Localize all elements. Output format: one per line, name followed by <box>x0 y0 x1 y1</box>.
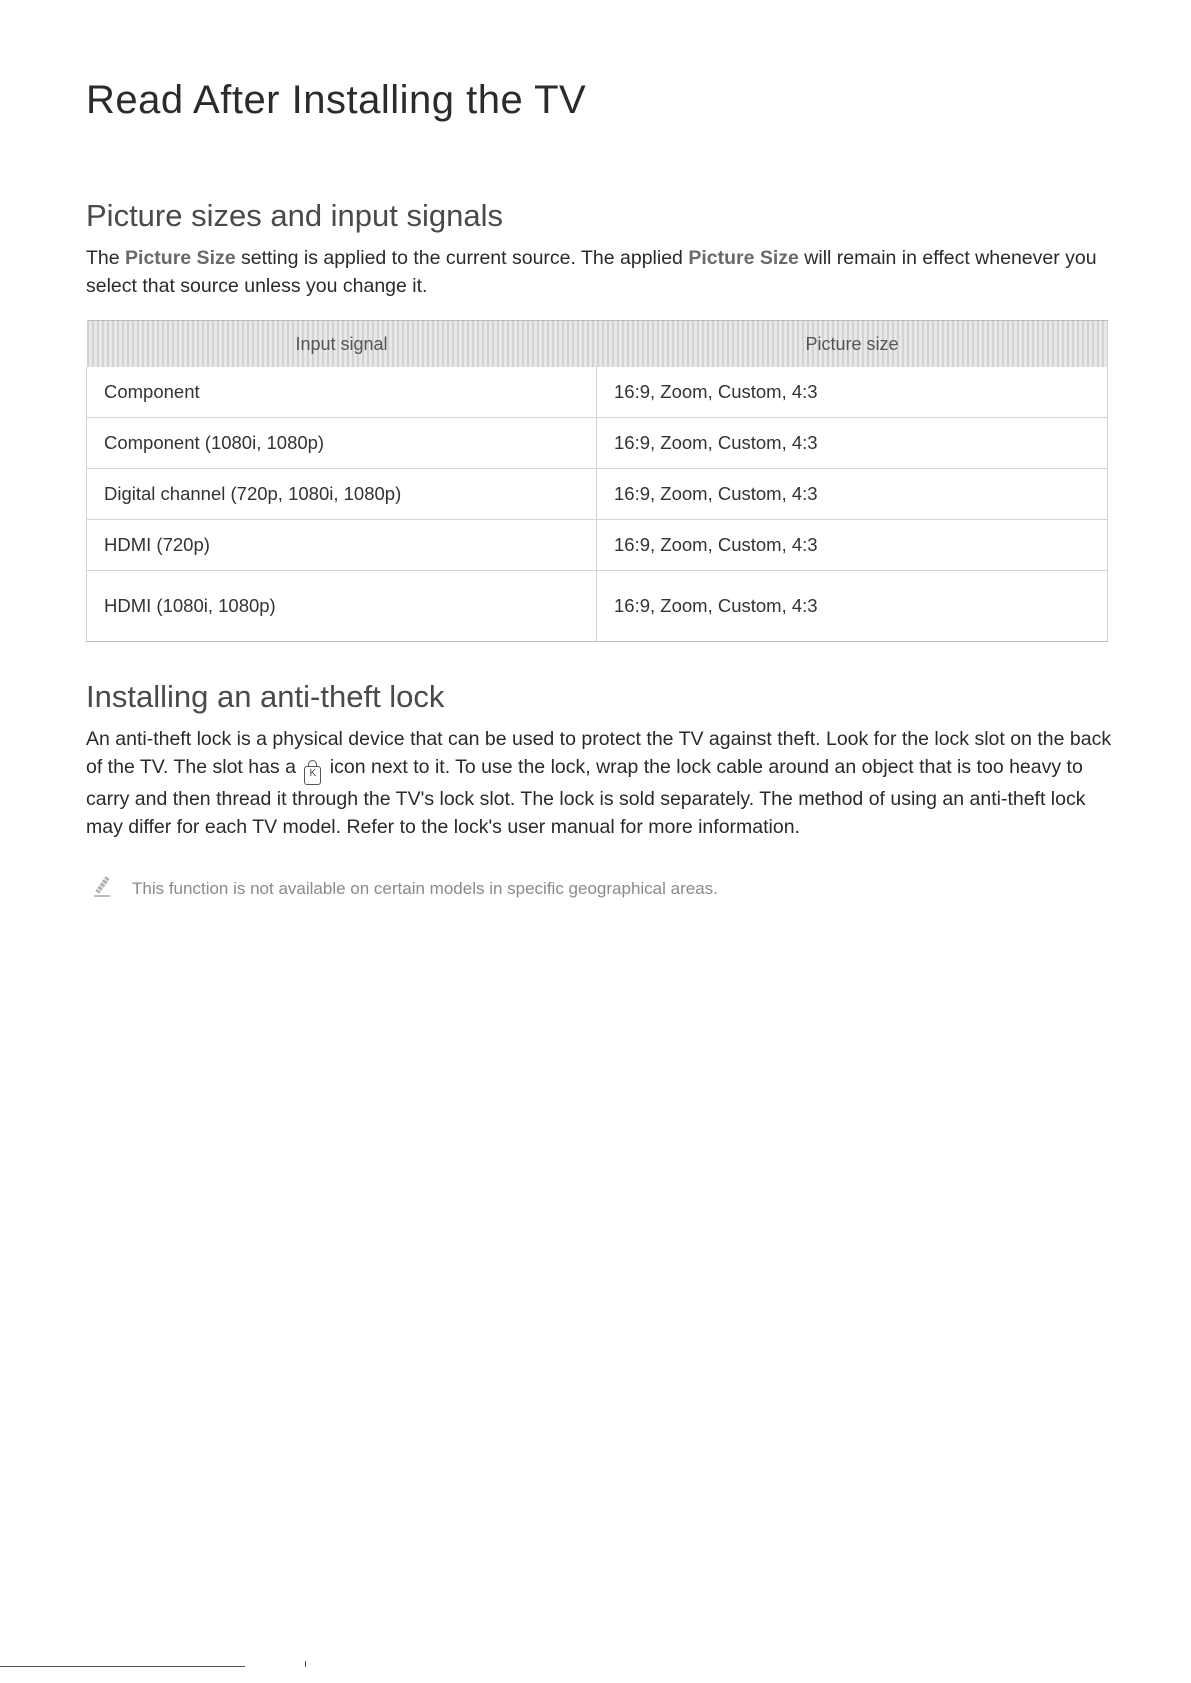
cell-input-signal: HDMI (1080i, 1080p) <box>87 571 597 642</box>
section-heading-picture-sizes: Picture sizes and input signals <box>86 198 504 233</box>
body-text-before-icon: An anti-theft lock is a physical device that can be used to protect the TV against theft. Look for the lock slot on the back of the TV. The slot has a <box>86 728 1112 778</box>
table-row <box>87 520 1108 571</box>
page-title: Read After Installing the TV <box>86 78 587 122</box>
kensington-lock-icon: K <box>304 766 321 785</box>
cell-picture-size: 16:9, Zoom, Custom, 4:3 <box>597 367 1108 418</box>
availability-note <box>94 876 718 899</box>
table-row <box>87 571 1108 642</box>
section-heading-anti-theft-lock: Installing an anti-theft lock <box>86 679 445 714</box>
table-row <box>87 418 1108 469</box>
header-input-signal: Input signal <box>87 321 597 368</box>
cell-input-signal: HDMI (720p) <box>87 520 597 571</box>
pencil-note-icon <box>94 876 112 898</box>
term-picture-size: Picture Size <box>688 247 799 269</box>
footer-rule <box>0 1666 245 1667</box>
note-text: This function is not available on certain models in specific geographical areas. <box>132 879 718 898</box>
intro-text-1: The <box>86 247 126 269</box>
table-header-row <box>87 321 1108 368</box>
header-picture-size: Picture size <box>597 321 1108 368</box>
intro-text-2: setting is applied to the current source. The applied <box>235 247 689 269</box>
term-picture-size: Picture Size <box>125 247 236 269</box>
cell-picture-size: 16:9, Zoom, Custom, 4:3 <box>597 469 1108 520</box>
picture-sizes-intro <box>86 244 1116 300</box>
cell-input-signal: Component (1080i, 1080p) <box>87 418 597 469</box>
body-text-after-icon: icon next to it. To use the lock, wrap the lock cable around an object that is too heavy to carry and then thread it through the TV's lock slot. The lock is sold separately. The method of using an anti-theft lock may differ for each TV model. Refer to the lock's user manual for more information. <box>86 756 1086 838</box>
cell-picture-size: 16:9, Zoom, Custom, 4:3 <box>597 418 1108 469</box>
cell-picture-size: 16:9, Zoom, Custom, 4:3 <box>597 571 1108 642</box>
cell-picture-size: 16:9, Zoom, Custom, 4:3 <box>597 520 1108 571</box>
table-row <box>87 469 1108 520</box>
picture-size-table <box>86 320 1108 642</box>
cell-input-signal: Digital channel (720p, 1080i, 1080p) <box>87 469 597 520</box>
footer-tick <box>305 1661 306 1667</box>
cell-input-signal: Component <box>87 367 597 418</box>
anti-theft-body <box>86 725 1116 841</box>
table-row <box>87 367 1108 418</box>
intro-text-3: will remain in effect whenever you select that source unless you change it. <box>86 247 1097 297</box>
